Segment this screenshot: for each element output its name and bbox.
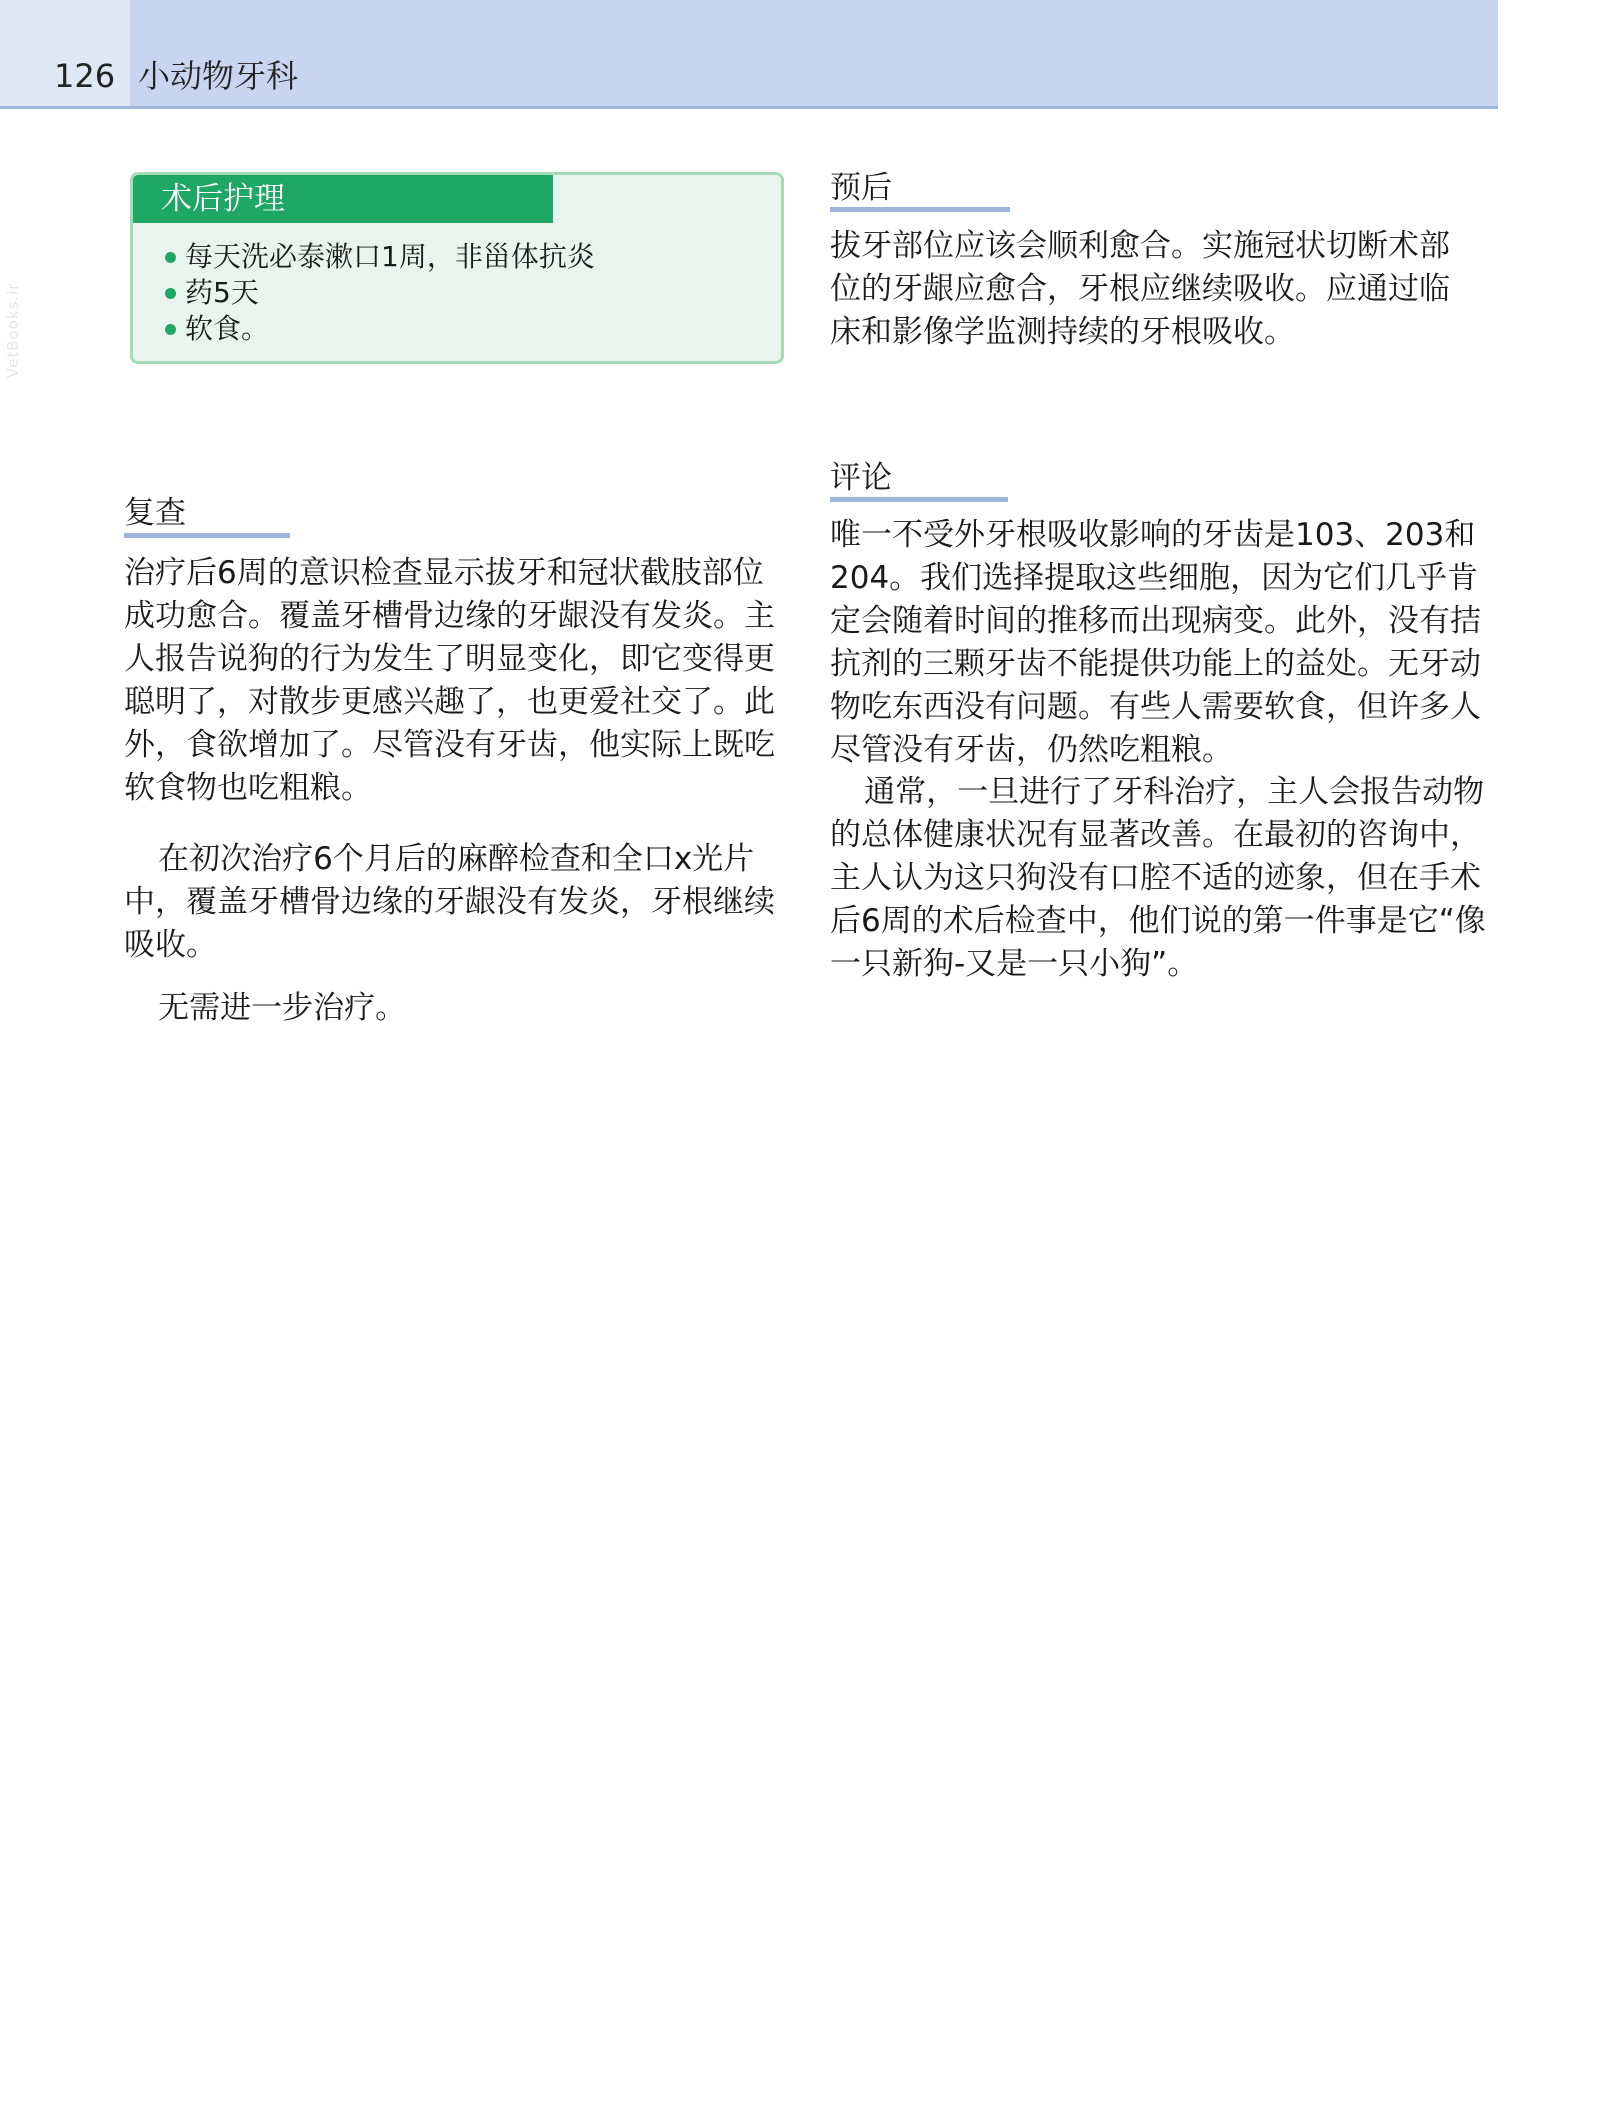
followup-heading-underline [124,533,290,538]
book-title: 小动物牙科 [138,57,299,95]
postop-care-item: 药5天 [165,275,595,311]
postop-care-list [165,239,595,347]
postop-care-box [130,172,784,364]
followup-paragraph-3: 无需进一步治疗。 [158,990,407,1026]
postop-care-item: 每天洗必泰漱口1周，非甾体抗炎 [165,239,595,275]
comment-paragraph-2: 通常，一旦进行了牙科治疗，主人会报告动物的总体健康状况有显著改善。在最初的咨询中，主人认为这只狗没有口腔不适的迹象，但在手术后6周的术后检查中，他们说的第一件事是它“像一只新狗-又是一只小狗”。 [830,774,1486,982]
comment-heading: 评论 [830,460,892,496]
followup-paragraph-2: 在初次治疗6个月后的麻醉检查和全口x光片中，覆盖牙槽骨边缘的牙龈没有发炎，牙根继续吸收。 [124,841,775,963]
prognosis-heading-underline [830,207,1010,212]
header-rule [0,106,1498,109]
postop-care-item: 软食。 [165,311,595,347]
prognosis-heading: 预后 [830,170,892,206]
prognosis-text: 拔牙部位应该会顺利愈合。实施冠状切断术部位的牙龈应愈合，牙根应继续吸收。应通过临床和影像学监测持续的牙根吸收。 [830,228,1450,350]
followup-paragraph-1: 治疗后6周的意识检查显示拔牙和冠状截肢部位成功愈合。覆盖牙槽骨边缘的牙龈没有发炎。主人报告说狗的行为发生了明显变化，即它变得更聪明了，对散步更感兴趣了，也更爱社交了。此外，食欲增加了。尽管没有牙齿，他实际上既吃软食物也吃粗粮。 [124,555,775,806]
comment-heading-underline [830,497,1008,502]
watermark: VetBooks.ir [4,282,22,378]
postop-care-title: 术后护理 [133,175,553,223]
followup-heading: 复查 [124,495,186,531]
page-number: 126 [54,57,116,95]
comment-paragraph-1: 唯一不受外牙根吸收影响的牙齿是103、203和204。我们选择提取这些细胞，因为它们几乎肯定会随着时间的推移而出现病变。此外，没有拮抗剂的三颗牙齿不能提供功能上的益处。无牙动物吃东西没有问题。有些人需要软食，但许多人尽管没有牙齿，仍然吃粗粮。 [830,517,1481,768]
